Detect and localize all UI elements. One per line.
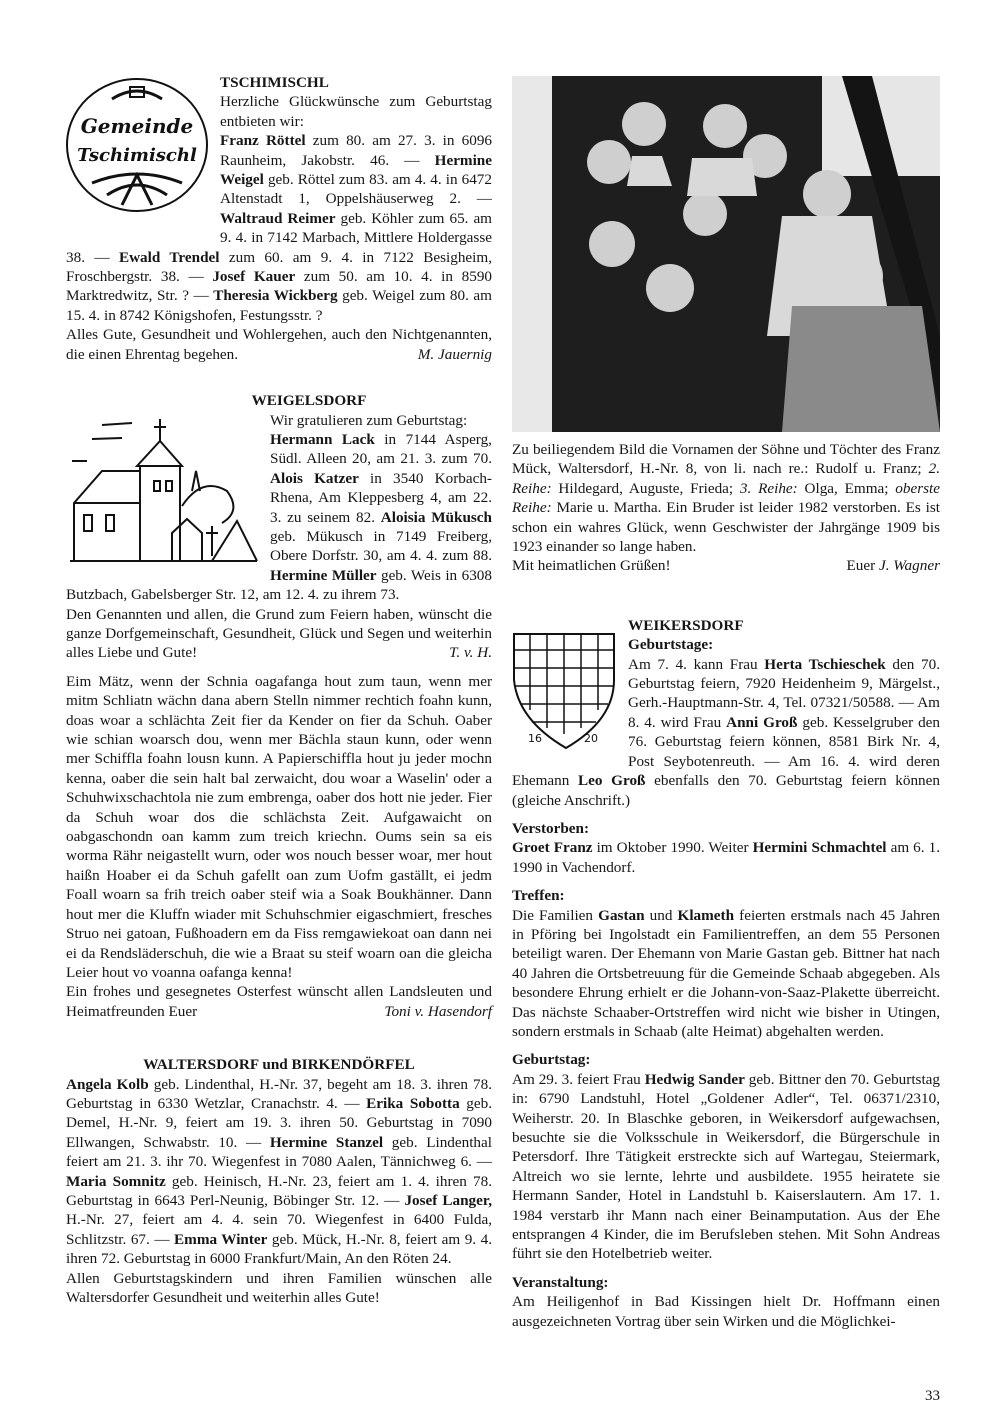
svg-text:Tschimischl: Tschimischl bbox=[77, 145, 197, 166]
dialect-story: Eim Mätz, wenn der Schnia oagafanga hout zum taun, wenn mer mitm Schliatn wächn dana abern Stelln nimmer rechtich foahn kunn, doas woar a schlächta Zeit fier da Kender on fier da Schuh. Oaber wie schian woarsch dou, wenn mer Bächla staun kunn, oder wenn mer Schiffla foahn lousn kunn. A Papierschiffla hout ju jeder mochn kenna, oaber die sein halt bal zerwaicht, dou woar a Waselin' oder a Schuhwixschachtola nie zum embrenga, oaber dos hott nie jeder. Fier da Schuh woar dos die schlächsta Zeit. Aufgawaicht on oabgaschondn oan kamm zum treich kriechn. Oums sein sa eis worma Rähr neigastellt wurn, oder wos nouch besser woar, mer hout haißn Hoaber ei da Schuh gafellt oan zum Uofm gaställt, ei jedm Foall woarn sa frih treich oaber steif wia a Soak Boukhänner. Dann hout mer die Kluffn wiader mit Schuhschmier eigaschmiert, fresches Struo nei gatoan, Fußhoadern em da Fiss remgawiekoat oan dann nei ei da Rendsläderschuh, die wie a Braat su steif woarn oan die gleicha Leier hout vo voanna oafanga kenna! bbox=[66, 672, 492, 981]
birthday-list: Hermann Lack in 7144 Asperg, Südl. Alleen 20, am 21. 3. zum 70. Alois Katzer in 3540 Korbach-Rhena, Am Kleppesberg 4, am 22. 3. zu seinem 82. Aloisia Mükusch geb. Mükusch in 7149 Freiberg, Obere Dorfstr. 30, am 4. 4. zum 88. Hermine Müller geb. Weis in 6308 Butzbach, Gabelsberger Str. 12, am 12. 4. zu ihrem 73. bbox=[66, 430, 492, 604]
person-name: Franz Röttel bbox=[220, 132, 306, 150]
left-column bbox=[66, 73, 492, 1307]
person-name: Anni Groß bbox=[726, 713, 798, 731]
author-name: T. v. H. bbox=[449, 644, 492, 662]
birthday-text: Am 29. 3. feiert Frau Hedwig Sander geb. Bittner den 70. Geburtstag in: 6790 Landstuhl, Hotel „Goldener Adler“, Tel. 06371/2310, Weiherstr. 20. In Blaschke geboren, in Weikersdorf aufgewachsen, besuchte sie die Volksschule in Weikersdorf, die Bürgerschule in Petersdorf. Ihre Tätigkeit erstreckte sich auf Wartegau, Steiermark, Altreich wo sie lernte, lehrte und ausbildete. 1955 heiratete sie Hermann Sander, Hotel in Landstuhl b. Kaiserslautern. Am 17. 1. 1984 verstarb ihr Mann nach einer Beinamputation. Aus der Ehe entsprangen 4 Kinder, die im Berufsleben stehen. Mit Sohn Andreas führt sie den Hotelbetrieb weiter. bbox=[512, 1070, 940, 1263]
page-number: 33 bbox=[925, 1388, 940, 1404]
person-name: Klameth bbox=[677, 906, 735, 924]
section-weikersdorf bbox=[512, 616, 940, 1331]
section-title: WEIKERSDORF bbox=[628, 616, 744, 634]
person-name: Groet Franz bbox=[512, 839, 593, 857]
subheading-veranstaltung: Veranstaltung: bbox=[512, 1273, 609, 1291]
weikersdorf-crest bbox=[510, 630, 618, 756]
closing-text: Alles Gute, Gesundheit und Wohlergehen, auch den Nichtgenannten, die einen Ehrentag begehen. bbox=[66, 326, 492, 363]
event-text: Am Heiligenhof in Bad Kissingen hielt Dr. Hoffmann einen ausgezeichneten Vortrag über sein Wirken und die Möglichkei- bbox=[512, 1293, 940, 1330]
person-name: Emma Winter bbox=[174, 1230, 268, 1248]
seal-icon bbox=[62, 75, 212, 215]
signature-line bbox=[512, 556, 940, 575]
intro-text: Herzliche Glückwünsche zum Geburtstag entbieten wir: bbox=[220, 93, 492, 130]
church-icon bbox=[62, 411, 262, 571]
person-name: Theresia Wickberg bbox=[213, 287, 338, 305]
photo-caption: Zu beiliegendem Bild die Vornamen der Söhne und Töchter des Franz Mück, Waltersdorf, H.-Nr. 8, von li. nach re.: Rudolf u. Franz; 2. Reihe: Hildegard, Auguste, Frieda; 3. Reihe: Olga, Emma; oberste Reihe: Marie u. Martha. Ein Bruder ist leider 1982 verstorben. Es ist schon ein wahres Glück, wenn Geschwister der Jahrgänge 1909 bis 1923 einander so lange haben. bbox=[512, 441, 940, 556]
svg-text:Gemeinde: Gemeinde bbox=[80, 114, 194, 138]
section-title: WEIGELSDORF bbox=[251, 392, 367, 410]
author-name: J. Wagner bbox=[878, 557, 940, 575]
section-weigelsdorf bbox=[66, 391, 492, 1021]
person-name: Leo Groß bbox=[578, 772, 646, 790]
crest-icon bbox=[510, 630, 618, 750]
person-name: Aloisia Mükusch bbox=[380, 508, 492, 526]
person-name: Hermini Schmachtel bbox=[752, 839, 887, 857]
closing-text: Allen Geburtstagskindern und ihren Familien wünschen alle Waltersdorfer Gesundheit und weiterhin alles Gute! bbox=[66, 1269, 492, 1307]
tschimischl-seal bbox=[62, 75, 212, 237]
section-title: TSCHIMISCHL bbox=[220, 74, 329, 91]
birthday-list: Angela Kolb geb. Lindenthal, H.-Nr. 37, begeht am 18. 3. ihren 78. Geburtstag in 6330 Wetzlar, Cranachstr. 4. — Erika Sobotta geb. Demel, H.-Nr. 9, feiert am 19. 3. ihren 50. Geburtstag in 7090 Ellwangen, Schwabstr. 10. — Hermine Stanzel geb. Lindenthal feiert am 21. 3. ihr 70. Wiegenfest in 7080 Aalen, Tännichweg 6. — Maria Somnitz geb. Heinisch, H.-Nr. 23, feiert am 1. 4. ihren 78. Geburtstag in 6643 Perl-Neunig, Böbinger Str. 12. — Josef Langer, H.-Nr. 27, feiert am 4. 4. sein 70. Wiegenfest in 6400 Fulda, Schlitzstr. 67. — Emma Winter geb. Mück, H.-Nr. 8, feiert am 9. 4. ihren 72. Geburtstag in 6000 Frankfurt/Main, An den Röten 24. bbox=[66, 1075, 493, 1268]
svg-text:16: 16 bbox=[528, 731, 542, 745]
person-name: Alois Katzer bbox=[270, 469, 359, 487]
right-column bbox=[512, 440, 940, 1331]
church-illustration bbox=[62, 411, 262, 571]
subheading-geburtstag: Geburtstag: bbox=[512, 1051, 591, 1069]
author-name: Toni v. Hasendorf bbox=[384, 1002, 492, 1020]
person-name: Angela Kolb bbox=[66, 1075, 149, 1093]
person-name: Herta Tschieschek bbox=[764, 655, 886, 673]
birthday-list: Franz Röttel zum 80. am 27. 3. in 6096 Raunheim, Jakobstr. 46. — Hermine Weigel geb. Röttel zum 83. am 4. 4. in 6472 Altenstadt 1, Oppelshäuserweg 2. — Waltraud Reimer geb. Köhler zum 65. am 9. 4. in 7142 Marbach, Mittlere Holdergasse 38. — Ewald Trendel zum 60. am 9. 4. in 7122 Besigheim, Froschbergstr. 38. — Josef Kauer zum 50. am 10. 4. in 8590 Marktredwitz, Str. ? — Theresia Wickberg geb. Weigel zum 80. am 15. 4. in 8742 Königshofen, Festungsstr. ? bbox=[66, 132, 493, 324]
section-waltersdorf bbox=[66, 1055, 492, 1307]
closing-text: Den Genannten und allen, die Grund zum Feiern haben, wünscht die ganze Dorfgemeinschaft, Gesundheit, Glück und Segen und weiterhin alles Liebe und Gute! bbox=[66, 605, 492, 662]
section-tschimischl bbox=[66, 73, 492, 364]
person-name: Waltraud Reimer bbox=[220, 209, 336, 227]
signature-prefix: Euer bbox=[846, 557, 876, 575]
subheading-treffen: Treffen: bbox=[512, 887, 565, 905]
birthday-list: Am 7. 4. kann Frau Herta Tschieschek den 70. Geburtstag feiern, 7920 Heidenheim 9, Märgelst., Gerh.-Hauptmann-Str. 4, Tel. 07321/50588. — Am 8. 4. wird Frau Anni Groß geb. Kesselgruber den 76. Geburtstag feiern können, 8581 Birk Nr. 4, Post Seybotenreuth. — Am 16. 4. wird deren Ehemann Leo Groß ebenfalls den 70. Geburtstag feiern können (gleiche Anschrift.) bbox=[512, 655, 941, 809]
subheading-verstorben: Verstorben: bbox=[512, 819, 590, 837]
person-name: Ewald Trendel bbox=[118, 248, 220, 266]
person-name: Hermine Weigel bbox=[220, 151, 492, 189]
person-name: Maria Somnitz bbox=[66, 1172, 166, 1190]
person-name: Hermine Stanzel bbox=[269, 1133, 384, 1151]
group-photo-image bbox=[512, 76, 940, 432]
subheading-geburtstage: Geburtstage: bbox=[628, 636, 714, 654]
greeting: Mit heimatlichen Grüßen! bbox=[512, 557, 671, 575]
section-title: WALTERSDORF und BIRKENDÖRFEL bbox=[143, 1056, 415, 1074]
deceased-list: Groet Franz im Oktober 1990. Weiter Hermini Schmachtel am 6. 1. 1990 in Vachendorf. bbox=[512, 839, 941, 876]
person-name: Erika Sobotta bbox=[366, 1094, 460, 1112]
person-name: Hedwig Sander bbox=[644, 1070, 745, 1088]
person-name: Josef Kauer bbox=[212, 268, 296, 286]
person-name: Gastan bbox=[598, 906, 645, 924]
person-name: Hermine Müller bbox=[270, 566, 377, 584]
svg-text:20: 20 bbox=[584, 731, 598, 745]
meeting-text: Die Familien Gastan und Klameth feierten erstmals nach 45 Jahren in Pföring bei Ingolstadt ein Familientreffen, an dem 55 Personen beteiligt waren. Der Ehemann von Marie Gastan geb. Bittner hat nach 40 Jahren die Ortsbetreuung für die Gemeinde Schaab abgegeben. Als besondere Ehrung erhielt er die Johann-von-Saaz-Plakette überreicht. Das nächste Schaaber-Ortstreffen wird nicht wie bisher in Utingen, sondern erstmals in Schaab (alte Heimat) abgehalten werden. bbox=[512, 906, 940, 1040]
intro-text: Wir gratulieren zum Geburtstag: bbox=[270, 411, 468, 429]
group-photo bbox=[512, 76, 940, 432]
person-name: Josef Langer, bbox=[404, 1191, 493, 1209]
author-name: M. Jauernig bbox=[417, 345, 492, 363]
easter-greeting: Ein frohes und gesegnetes Osterfest wünscht allen Landsleuten und Heimatfreunden Euer bbox=[66, 983, 492, 1020]
person-name: Hermann Lack bbox=[270, 430, 375, 448]
